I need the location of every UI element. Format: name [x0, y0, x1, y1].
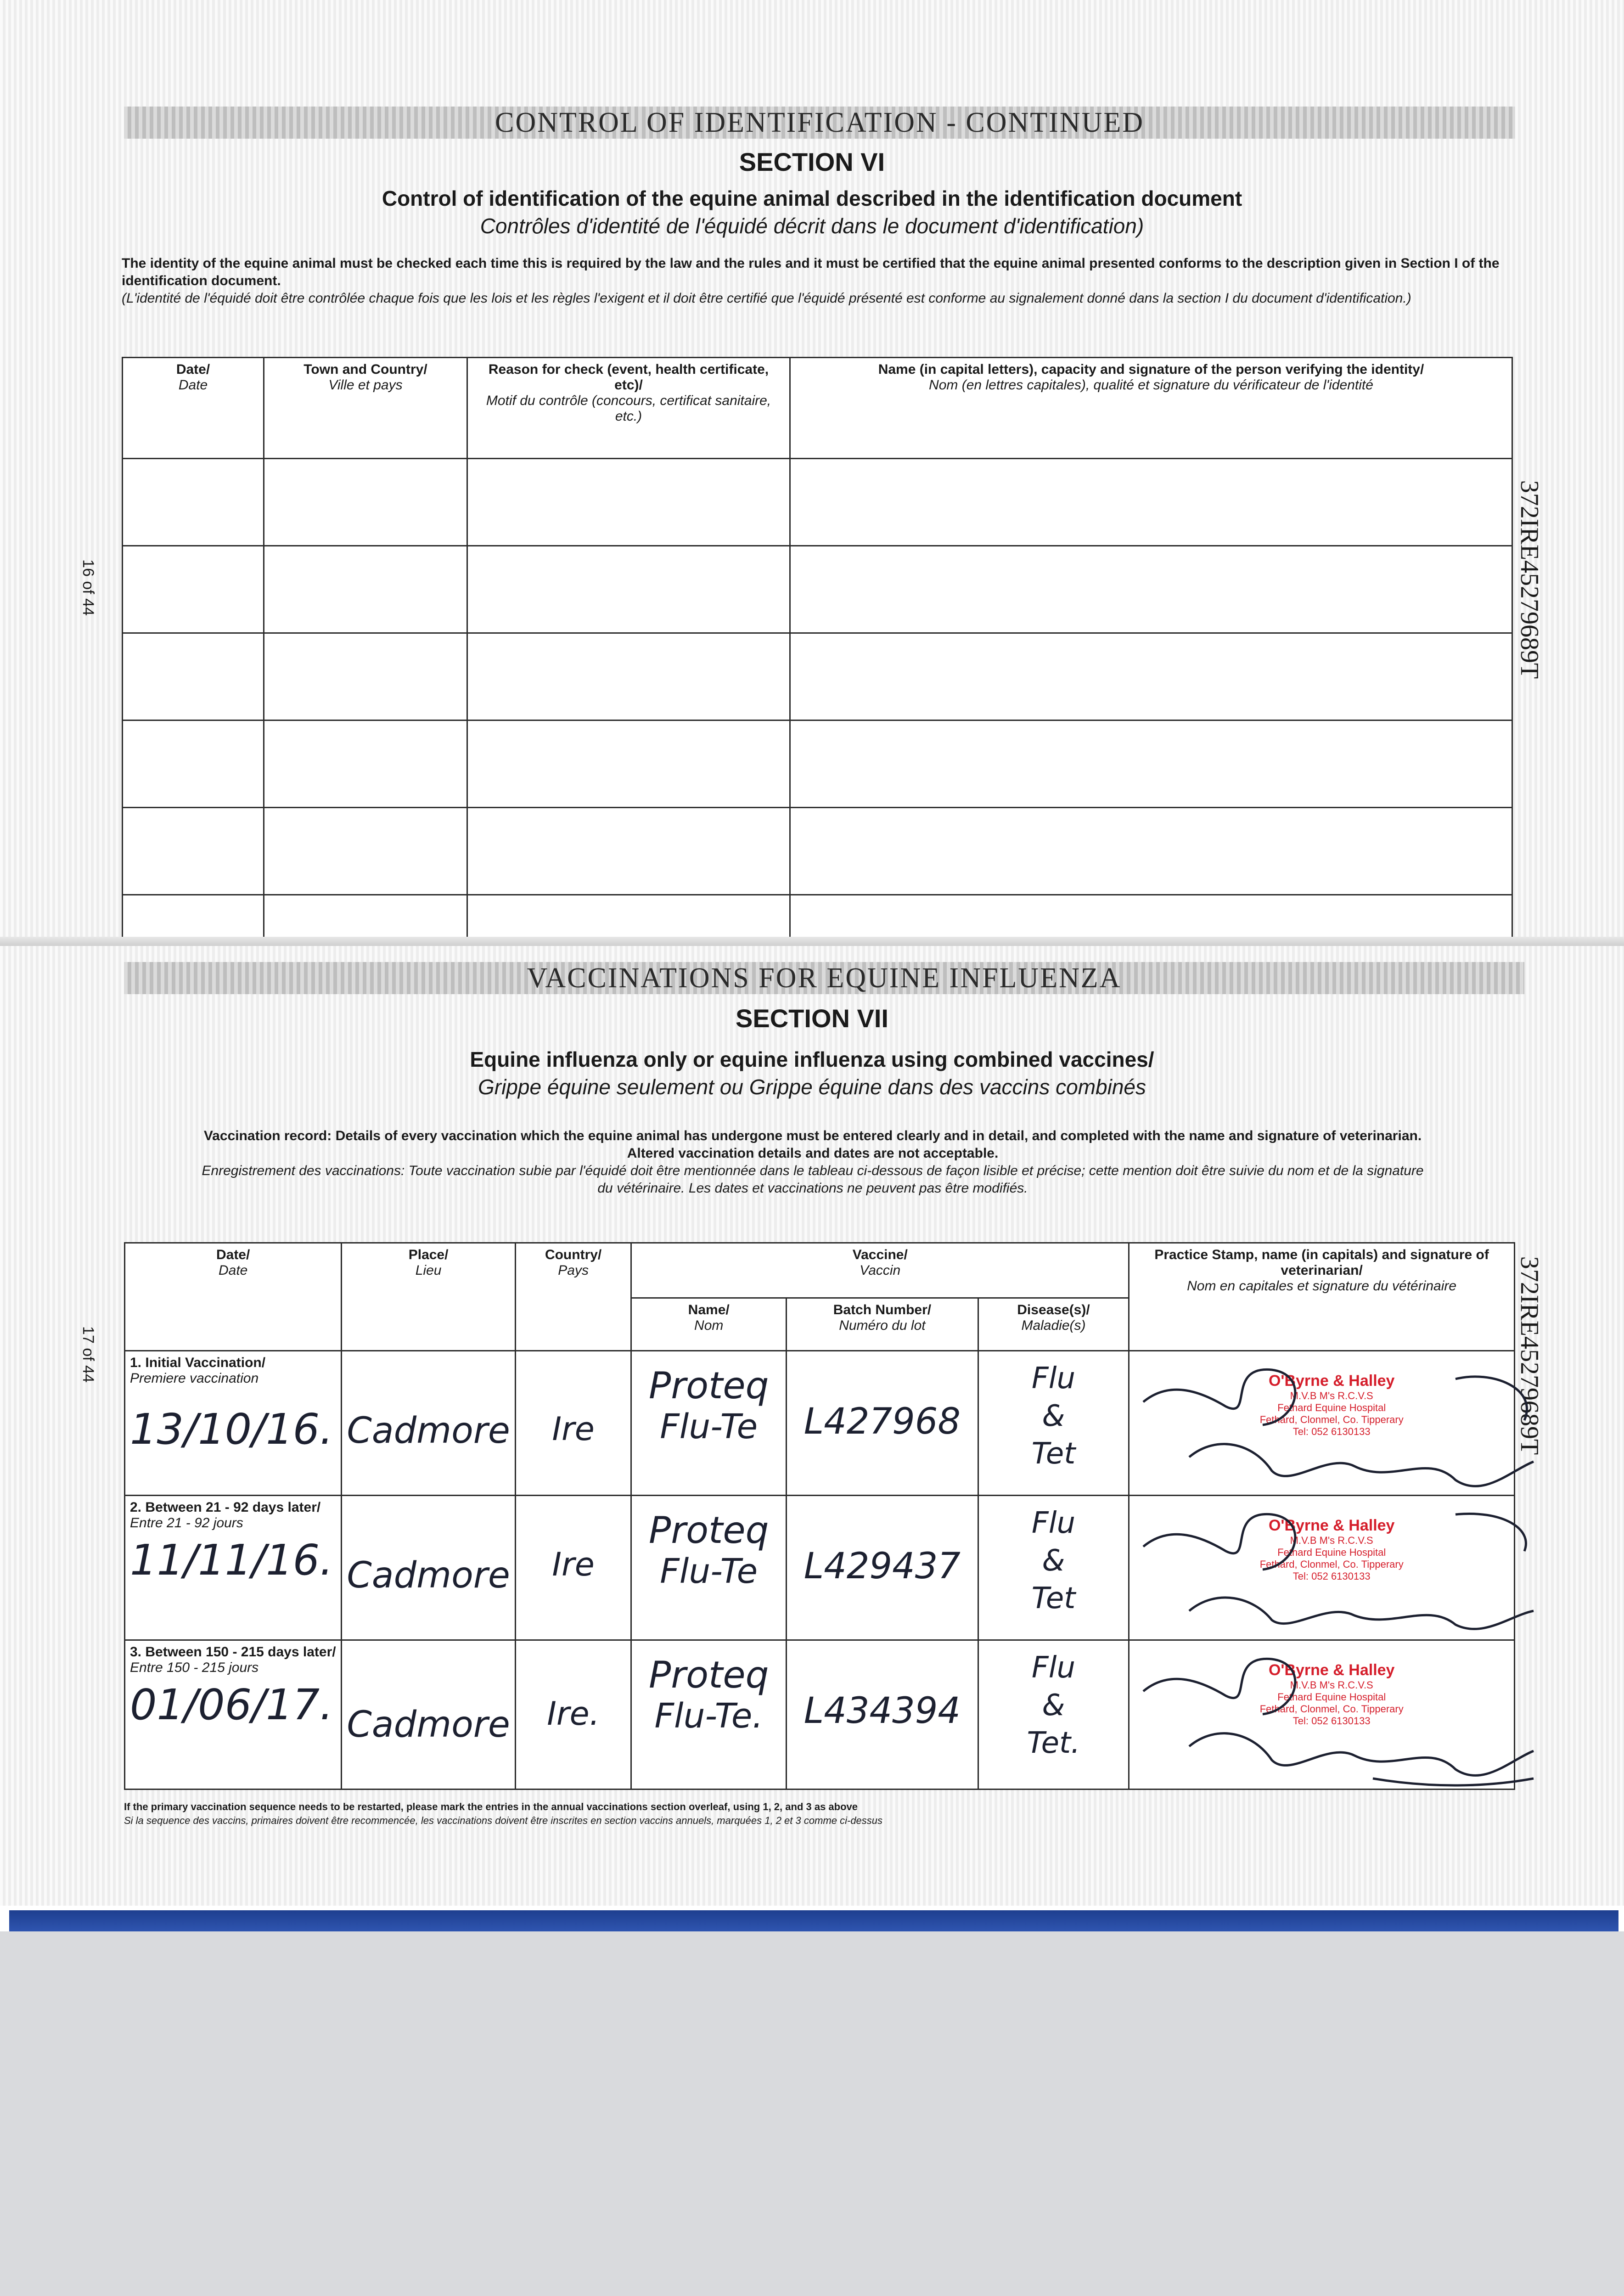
section-title: SECTION VI: [739, 147, 885, 176]
practice-stamp: O'Byrne & Halley M.V.B M's R.C.V.S Fethard Equine Hospital Fethard, Clonmel, Co. Tipperary Tel: 052 6130133: [1259, 1661, 1404, 1727]
practice-stamp: O'Byrne & Halley M.V.B M's R.C.V.S Fethard Equine Hospital Fethard, Clonmel, Co. Tipperary Tel: 052 6130133: [1259, 1517, 1404, 1582]
record-en-2: Altered vaccination details and dates are not acceptable.: [627, 1146, 999, 1161]
table-row: [123, 720, 1512, 808]
cell-country[interactable]: [515, 1640, 631, 1790]
cell-town[interactable]: [264, 546, 467, 633]
cell-reason[interactable]: [467, 633, 790, 720]
cell-verifier[interactable]: [790, 895, 1512, 941]
cell-disease[interactable]: Flu & Tet: [978, 1351, 1129, 1496]
cell-verifier[interactable]: [790, 459, 1512, 546]
handwritten-place: Cadmore: [347, 1555, 510, 1596]
cell-place[interactable]: [342, 1496, 516, 1640]
identity-check-table: [122, 357, 1513, 941]
handwritten-batch: L429437: [804, 1546, 961, 1587]
cell-vaccine-name[interactable]: [631, 1496, 787, 1640]
handwritten-date: 13/10/16.: [130, 1405, 333, 1454]
cell-date[interactable]: [123, 808, 264, 895]
cell-country[interactable]: [515, 1496, 631, 1640]
cell-batch[interactable]: [787, 1496, 978, 1640]
handwritten-vaccine-name: Proteq: [648, 1509, 769, 1552]
col-practice-stamp: Practice Stamp, name (in capitals) and signature of veterinarian/ Nom en capitales et signature du vétérinaire: [1129, 1243, 1515, 1351]
handwritten-batch: L427968: [804, 1401, 961, 1442]
section-banner-vaccinations: [124, 962, 1524, 994]
table-row: [123, 633, 1512, 720]
cell-reason[interactable]: [467, 459, 790, 546]
scanner-background: [0, 1931, 1624, 2296]
book-cover-edge: [9, 1910, 1618, 1931]
cell-date[interactable]: [123, 459, 264, 546]
cell-vaccine-name[interactable]: [631, 1640, 787, 1790]
cell-batch[interactable]: [787, 1351, 978, 1496]
handwritten-batch: L434394: [804, 1690, 961, 1732]
col-vaccine-name: Name/ Nom: [631, 1298, 787, 1351]
veterinarian-signature: [1134, 1641, 1547, 1790]
col-town-country: Town and Country/ Ville et pays: [264, 358, 467, 459]
table-header-row: [123, 358, 1512, 459]
section-title: SECTION VII: [736, 1004, 888, 1033]
cell-vaccine-name[interactable]: [631, 1351, 787, 1496]
title-en: Equine influenza only or equine influenza using combined vaccines/: [470, 1047, 1154, 1071]
page-number-left: 17 of 44: [79, 1326, 97, 1383]
doc-code-right: 372IRE45279689T: [1515, 480, 1544, 679]
vaccination-row-1: [125, 1351, 1515, 1496]
cell-place[interactable]: [342, 1351, 516, 1496]
cell-date[interactable]: 1. Initial Vaccination/ Premiere vaccination 13/10/16.: [125, 1351, 342, 1496]
cell-batch[interactable]: [787, 1640, 978, 1790]
vaccination-row-2: [125, 1496, 1515, 1640]
handwritten-vaccine-name-2: Flu-Te.: [654, 1696, 763, 1736]
cell-stamp-signature[interactable]: [1129, 1496, 1515, 1640]
handwritten-date: 01/06/17.: [130, 1680, 333, 1729]
intro-fr: (L'identité de l'équidé doit être contrôlée chaque fois que les lois et les règles l'exigent et il doit être certifié que l'équidé présenté est conforme au signalement donné dans la section I du document d'identification.): [122, 291, 1411, 306]
handwritten-vaccine-name-2: Flu-Te: [660, 1407, 758, 1446]
col-country: Country/ Pays: [515, 1243, 631, 1351]
handwritten-date: 11/11/16.: [130, 1536, 333, 1585]
cell-date[interactable]: 3. Between 150 - 215 days later/ Entre 150 - 215 jours 01/06/17.: [125, 1640, 342, 1790]
cell-reason[interactable]: [467, 808, 790, 895]
handwritten-country: Ire.: [547, 1695, 600, 1733]
cell-reason[interactable]: [467, 895, 790, 941]
cell-stamp-signature[interactable]: [1129, 1351, 1515, 1496]
handwritten-country: Ire: [552, 1410, 595, 1448]
col-vaccine: Vaccine/ Vaccin: [631, 1243, 1129, 1298]
table-header-row: [125, 1243, 1515, 1298]
veterinarian-signature: [1134, 1496, 1547, 1641]
handwritten-vaccine-name: Proteq: [648, 1364, 769, 1407]
table-row: [123, 895, 1512, 941]
cell-town[interactable]: [264, 633, 467, 720]
intro-en: The identity of the equine animal must be checked each time this is required by the law and the rules and it must be certified that the equine animal presented conforms to the description given in Section I of the identification document.: [122, 256, 1500, 288]
banner-text: CONTROL OF IDENTIFICATION - CONTINUED: [495, 107, 1145, 138]
cell-reason[interactable]: [467, 720, 790, 808]
vaccination-record-text: [124, 1127, 1501, 1197]
cell-verifier[interactable]: [790, 808, 1512, 895]
table-row: [123, 546, 1512, 633]
cell-date[interactable]: [123, 546, 264, 633]
handwritten-place: Cadmore: [347, 1410, 510, 1452]
cell-town[interactable]: [264, 720, 467, 808]
record-fr-1: Enregistrement des vaccinations: Toute vaccination subie par l'équidé doit être mentionnée dans le tableau ci-dessous de façon lisible et précise; cette mention doit être suivie du nom et de la signature: [202, 1163, 1424, 1178]
handwritten-place: Cadmore: [347, 1704, 510, 1745]
cell-town[interactable]: [264, 808, 467, 895]
cell-disease[interactable]: Flu & Tet: [978, 1496, 1129, 1640]
title-fr: Contrôles d'identité de l'équidé décrit dans le document d'identification): [480, 214, 1144, 238]
vaccination-table: [124, 1242, 1515, 1790]
veterinarian-signature: [1134, 1351, 1547, 1496]
col-date: Date/ Date: [125, 1243, 342, 1351]
intro-paragraph: [122, 255, 1504, 307]
doc-code-right: 372IRE45279689T: [1515, 1256, 1544, 1455]
banner-text: VACCINATIONS FOR EQUINE INFLUENZA: [527, 962, 1122, 994]
col-disease: Disease(s)/ Maladie(s): [978, 1298, 1129, 1351]
cell-disease[interactable]: Flu & Tet.: [978, 1640, 1129, 1790]
handwritten-country: Ire: [552, 1546, 595, 1583]
vaccination-row-3: [125, 1640, 1515, 1790]
cell-town[interactable]: [264, 895, 467, 941]
cell-verifier[interactable]: [790, 633, 1512, 720]
title-en: Control of identification of the equine animal described in the identification document: [382, 186, 1242, 210]
col-date: Date/ Date: [123, 358, 264, 459]
record-en-1: Vaccination record: Details of every vaccination which the equine animal has undergone must be entered clearly and in detail, and completed with the name and signature of veterinarian.: [203, 1128, 1422, 1143]
section-banner-control: [124, 107, 1515, 139]
cell-stamp-signature[interactable]: [1129, 1640, 1515, 1790]
cell-verifier[interactable]: [790, 720, 1512, 808]
cell-place[interactable]: [342, 1640, 516, 1790]
handwritten-vaccine-name-2: Flu-Te: [660, 1552, 758, 1591]
footer-note: [124, 1800, 1364, 1828]
footer-en: If the primary vaccination sequence needs to be restarted, please mark the entries in the annual vaccinations section overleaf, using 1, 2, and 3 as above: [124, 1801, 858, 1812]
table-row: [123, 808, 1512, 895]
col-reason: Reason for check (event, health certificate, etc)/ Motif du contrôle (concours, certificat sanitaire, etc.): [467, 358, 790, 459]
footer-fr: Si la sequence des vaccins, primaires doivent être recommencée, les vaccinations doivent être inscrites en section vaccins annuels, marquées 1, 2 et 3 comme ci-dessus: [124, 1815, 883, 1826]
practice-stamp: O'Byrne & Halley M.V.B M's R.C.V.S Fethard Equine Hospital Fethard, Clonmel, Co. Tipperary Tel: 052 6130133: [1259, 1372, 1404, 1437]
page-number-left: 16 of 44: [79, 559, 97, 616]
cell-date[interactable]: 2. Between 21 - 92 days later/ Entre 21 - 92 jours 11/11/16.: [125, 1496, 342, 1640]
col-batch-number: Batch Number/ Numéro du lot: [787, 1298, 978, 1351]
cell-country[interactable]: [515, 1351, 631, 1496]
record-fr-2: du vétérinaire. Les dates et vaccinations ne peuvent pas être modifiés.: [597, 1181, 1028, 1196]
title-fr: Grippe équine seulement ou Grippe équine dans des vaccins combinés: [478, 1075, 1146, 1099]
cell-date[interactable]: [123, 633, 264, 720]
col-verifier: Name (in capital letters), capacity and signature of the person verifying the identity/ Nom (en lettres capitales), qualité et signature du vérificateur de l'identité: [790, 358, 1512, 459]
cell-town[interactable]: [264, 459, 467, 546]
table-row: [123, 459, 1512, 546]
cell-verifier[interactable]: [790, 546, 1512, 633]
cell-date[interactable]: [123, 720, 264, 808]
handwritten-vaccine-name: Proteq: [648, 1654, 769, 1696]
cell-reason[interactable]: [467, 546, 790, 633]
col-place: Place/ Lieu: [342, 1243, 516, 1351]
cell-date[interactable]: [123, 895, 264, 941]
